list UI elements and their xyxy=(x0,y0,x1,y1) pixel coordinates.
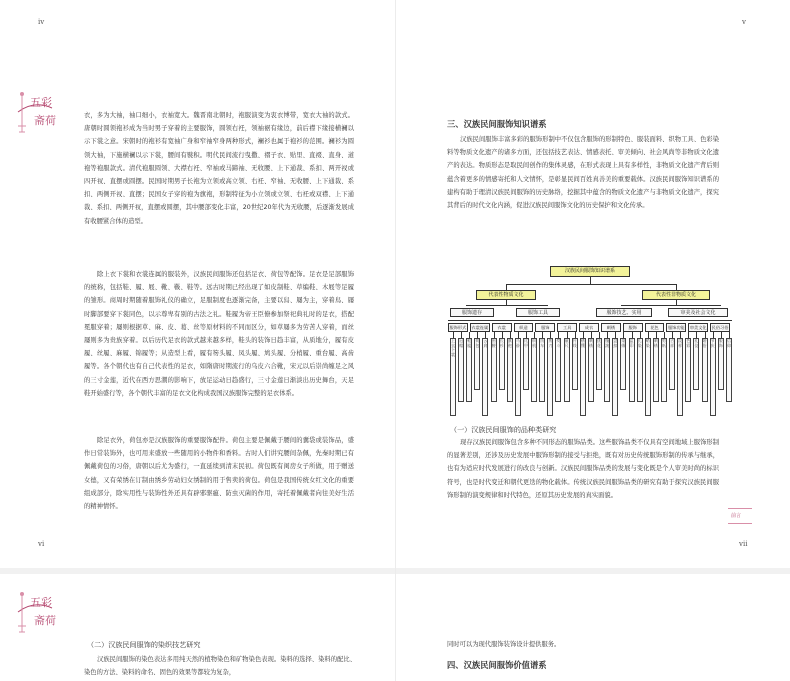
diagram-root: 汉族民间服饰知识谱系 xyxy=(550,266,630,277)
diagram-column: 蓝印 xyxy=(629,338,635,402)
diagram-column: 刺绣 xyxy=(653,338,659,402)
section-title: 四、汉族民间服饰价值谱系 xyxy=(447,660,547,670)
diagram-level3-node: 刺绣 xyxy=(601,323,621,332)
diagram-right-sub-1: 服饰技艺、实用 xyxy=(596,308,652,317)
diagram-column: 织机 xyxy=(531,338,537,402)
diagram-column: 云肩 xyxy=(482,338,488,416)
diagram-connector xyxy=(590,277,591,284)
continuation-text: 同时可以为现代服饰装饰设计提供服务。 xyxy=(447,641,561,648)
diagram-column: 信仰 xyxy=(726,338,732,402)
page-number: v xyxy=(742,18,746,26)
svg-text:五彩: 五彩 xyxy=(30,596,52,609)
diagram-column: 纹样 xyxy=(677,338,683,416)
diagram-column: 扎染 xyxy=(637,338,643,402)
diagram-column: 旗袍 xyxy=(507,338,513,402)
logo-mark xyxy=(8,82,78,142)
side-label: 前言 xyxy=(731,513,742,519)
diagram-level3-node: 服饰功能 xyxy=(667,325,685,330)
page-top-left xyxy=(0,0,395,568)
diagram-connector xyxy=(506,284,676,285)
diagram-column: 长衫 xyxy=(499,338,505,390)
diagram-column: 熨斗 xyxy=(555,338,561,402)
diagram-column: 节庆 xyxy=(710,338,716,416)
diagram-column: 镶滚 xyxy=(604,338,610,402)
diagram-level3-node: 衣裳连属 xyxy=(471,325,489,330)
page-number: iv xyxy=(38,18,45,26)
diagram-left-branch: 代表性物质文化 xyxy=(476,290,536,300)
section-title: 三、汉族民间服饰知识谱系 xyxy=(447,119,547,129)
diagram-column: 蜡染 xyxy=(645,338,651,416)
diagram-column: 盘扣 xyxy=(612,338,618,416)
logo-mark xyxy=(8,582,78,642)
subsection-title: （一）汉族民间服饰的品种类研究 xyxy=(450,425,557,434)
diagram-column: 服饰 xyxy=(718,338,724,390)
diagram-connector xyxy=(466,305,548,306)
diagram-column: 冠帽 xyxy=(458,338,464,402)
diagram-right-branch: 代表性非物质文化 xyxy=(642,290,710,300)
diagram-column: 鞋履 xyxy=(466,338,472,402)
diagram-column: 色彩 xyxy=(685,338,691,402)
diagram-level3-node: 服饰 xyxy=(623,323,643,332)
diagram-column: 比甲 xyxy=(523,338,529,390)
paragraph-pouch: 除足衣外，荷包亦是汉族服饰的重要服饰配件。荷包主要是佩戴于腰间的囊袋或装饰品，盛作日常装饰外，也可用来盛放一些随用的小物件和香料。古时人们讲究腰间杂佩，先秦时期已有佩戴荷包的习俗，唐朝以后尤为盛行，一直延续到清末民初。荷包既有闺房女子所做，用于赠送女德，又有荣绣在订制由绣乡劳动妇女绣制的用于售卖的荷包。荷包是我国传统女红文化的重要组成部分，除实用性与装饰性外还具有辟邪驱瘟、防虫灭菌的作用，寄托着佩戴者向往美好生活的精神情怀。 xyxy=(84,437,354,511)
side-tab xyxy=(728,508,752,524)
diagram-connector xyxy=(448,320,732,321)
diagram-column: 量尺 xyxy=(564,338,570,402)
diagram-column: 吉祥 xyxy=(669,338,675,390)
paragraph-robe: 衣，多为大袖，袖口细小，衣袖宽大。魏晋南北朝时，袍服演变为衷衣博带，宽衣大袖的款式。唐朝时圆领袍衫成为当时男子穿着的主要服饰，圆领右衽，领袖裾有缘边，前后襟下缘接横襕以示下裳之意。宋朝时的袍衫有宽袖广身和窄袖窄身两种形式，襕衫也属于袍衫的范围。襕衫为圆领大袖，下施横襕以示下裳，腰间有襞积。明代民间流行曳撒、褶子衣、贴里、直裰、直身、道袍等袍服款式。清代袍服圆领、大襟右衽、窄袖或马蹄袖、无收腰、上下通裁、系扣、两开衩或四开衩、直摆或圆摆。民国时期男子长袍为立领或高立领、右衽、窄袖、无收腰、上下通裁、系扣、两侧开衩、直摆；民国女子穿的袍为旗袍，形制特征为小立领或立领、右衽或双襟、上下通裁、系扣、两侧开衩，直摆或圆摆，其中腰部变化丰富，20世纪20年代为无收腰，后逐渐发展成有收腰紧合体的造型。 xyxy=(84,112,354,225)
diagram-column: 礼仪 xyxy=(693,338,699,390)
page-number-bottom: vii xyxy=(739,540,748,548)
diagram-column: 纺车 xyxy=(539,338,545,402)
diagram-column: 围腰 xyxy=(491,338,497,402)
diagram-column: 绣绷 xyxy=(580,338,586,416)
diagram-column: 剪刀 xyxy=(547,338,553,416)
diagram-column: 剪纸 xyxy=(661,338,667,402)
page-bottom-left xyxy=(0,574,395,681)
diagram-connector xyxy=(621,305,721,306)
diagram-level3-node: 服饰形式 xyxy=(449,325,467,330)
svg-text:斋荷: 斋荷 xyxy=(34,114,56,127)
diagram-level3-node: 成衣 xyxy=(579,323,599,332)
diagram-column: 挑花 xyxy=(596,338,602,390)
diagram-column: 染缬 xyxy=(620,338,626,390)
diagram-column: 马褂 xyxy=(515,338,521,416)
diagram-left-sub-1: 服饰遗存 xyxy=(450,308,494,317)
diagram-left-sub-2: 服饰工具 xyxy=(516,308,560,317)
page-number-bottom: vi xyxy=(38,540,45,548)
diagram-level3-node: 衣裳 xyxy=(492,323,512,332)
diagram-level3-node: 审美文化 xyxy=(689,325,707,330)
diagram-level3-node: 花色 xyxy=(645,323,665,332)
diagram-level3-node: 织造 xyxy=(514,323,534,332)
diagram-level3-node: 民俗习俗 xyxy=(711,325,729,330)
dyeing-paragraph: 汉族民间服饰的染色表达多用纯天然的植物染色和矿物染色表现。染料的选择、染料的配比、染色的方法、染料的命名、固色的效果等都较为复杂， xyxy=(84,656,356,677)
diagram-column: 针线 xyxy=(572,338,578,390)
diagram-right-sub-2: 审美及社会文化 xyxy=(668,308,728,317)
knowledge-tree-diagram xyxy=(446,266,734,442)
subsection-paragraph: 现存汉族民间服饰包含多种不同形态的服饰品类。这些服饰品类不仅具有空间地域上服饰形制的显著差别，还涉及历史发展中服饰形制的接受与拒绝，既有对历史传统服饰形制的传承与继承，也有为适应时代发展进行的改良与创新。汉族民间服饰品类的发展与变化既是个人审美时尚的标识符号，也是时代变迁和朝代更迭的物化载体。传统汉族民间服饰品类的研究有助于探究汉族民间服饰形制的演变规律和时代特色，还原其历史发展的真实面貌。 xyxy=(447,439,719,499)
diagram-level3-node: 工具 xyxy=(557,323,577,332)
svg-text:五彩: 五彩 xyxy=(30,96,52,109)
diagram-column: 婚俗 xyxy=(702,338,708,402)
svg-text:斋荷: 斋荷 xyxy=(34,614,56,627)
diagram-level3-node: 服饰 xyxy=(535,323,555,332)
subsection-title: （二）汉族民间服饰的染织技艺研究 xyxy=(87,640,201,649)
diagram-column: 荷包 xyxy=(474,338,480,390)
diagram-column: 上衣下裳 xyxy=(450,338,456,416)
paragraph-footwear: 除上衣下裳和衣裳连属的服装外，汉族民间服饰还包括足衣、荷包等配饰。足衣是足部服饰的统称，包括鞋、履、屐、靴、靸、鞋等。远古时期已经出现了如皮制鞋、草编鞋、木屐等足履的雏形。商周时期随着服饰礼仪的确立，足服制度也逐渐完备，主要以舄、屦为主，穿着舄、屦时脚部要穿下裳同色，以示尊卑有别的古法之礼。鞋履为帝王臣僚参加祭祀典礼时的足衣，搭配冕服穿着；屦则根据草、麻、皮、葛、丝等原材料的不同而区分，如草屦多为劳苦人穿着，而丝屦则多为贵族穿着。以后历代足衣的款式越来越多样，鞋头的装饰日趋丰富，从质地分，履有皮履、丝履、麻履、锦履等；从造型上看，履有笏头履、凤头履、鸠头履、分梢履、重台履、高齿履等。各个朝代也有自己代表性的足衣，如隋唐时期流行的乌皮六合靴，宋元以后崇尚缠足之风的三寸金莲，近代在西方思潮的影响下，放足运动日趋盛行，三寸金莲日渐淡出历史舞台，天足鞋开始盛行等，各个朝代丰富的足衣文化构成我国汉族服饰完整的足衣体系。 xyxy=(84,271,354,397)
diagram-column: 刺绣 xyxy=(588,338,594,402)
intro-paragraph: 汉族民间服饰丰富多彩的服饰形制中不仅包含服饰的形制特色、服装面料、织物工具、色彩染料等物质文化遗产的诸多方面，还包括技艺表达、情感表托、审美倾向、社会风尚等非物质文化遗产的表达。物质形态是取民间创作的集体灵感，在形式表现上具有多样性，非物质文化遗产背后则蕴含着更多的情感寄托和人文情怀，是彰显民间百姓真善美的重要载体。汉族民间服饰知识谱系的建构有助于理清汉族民间服饰的历史脉络，挖掘其中蕴含的物质文化遗产与非物质文化遗产，探究其背后的时代文化内涵，促进汉族民间服饰文化的历史保护和文化传承。 xyxy=(447,136,719,210)
page-bottom-right xyxy=(396,574,790,681)
gutter xyxy=(395,0,396,681)
